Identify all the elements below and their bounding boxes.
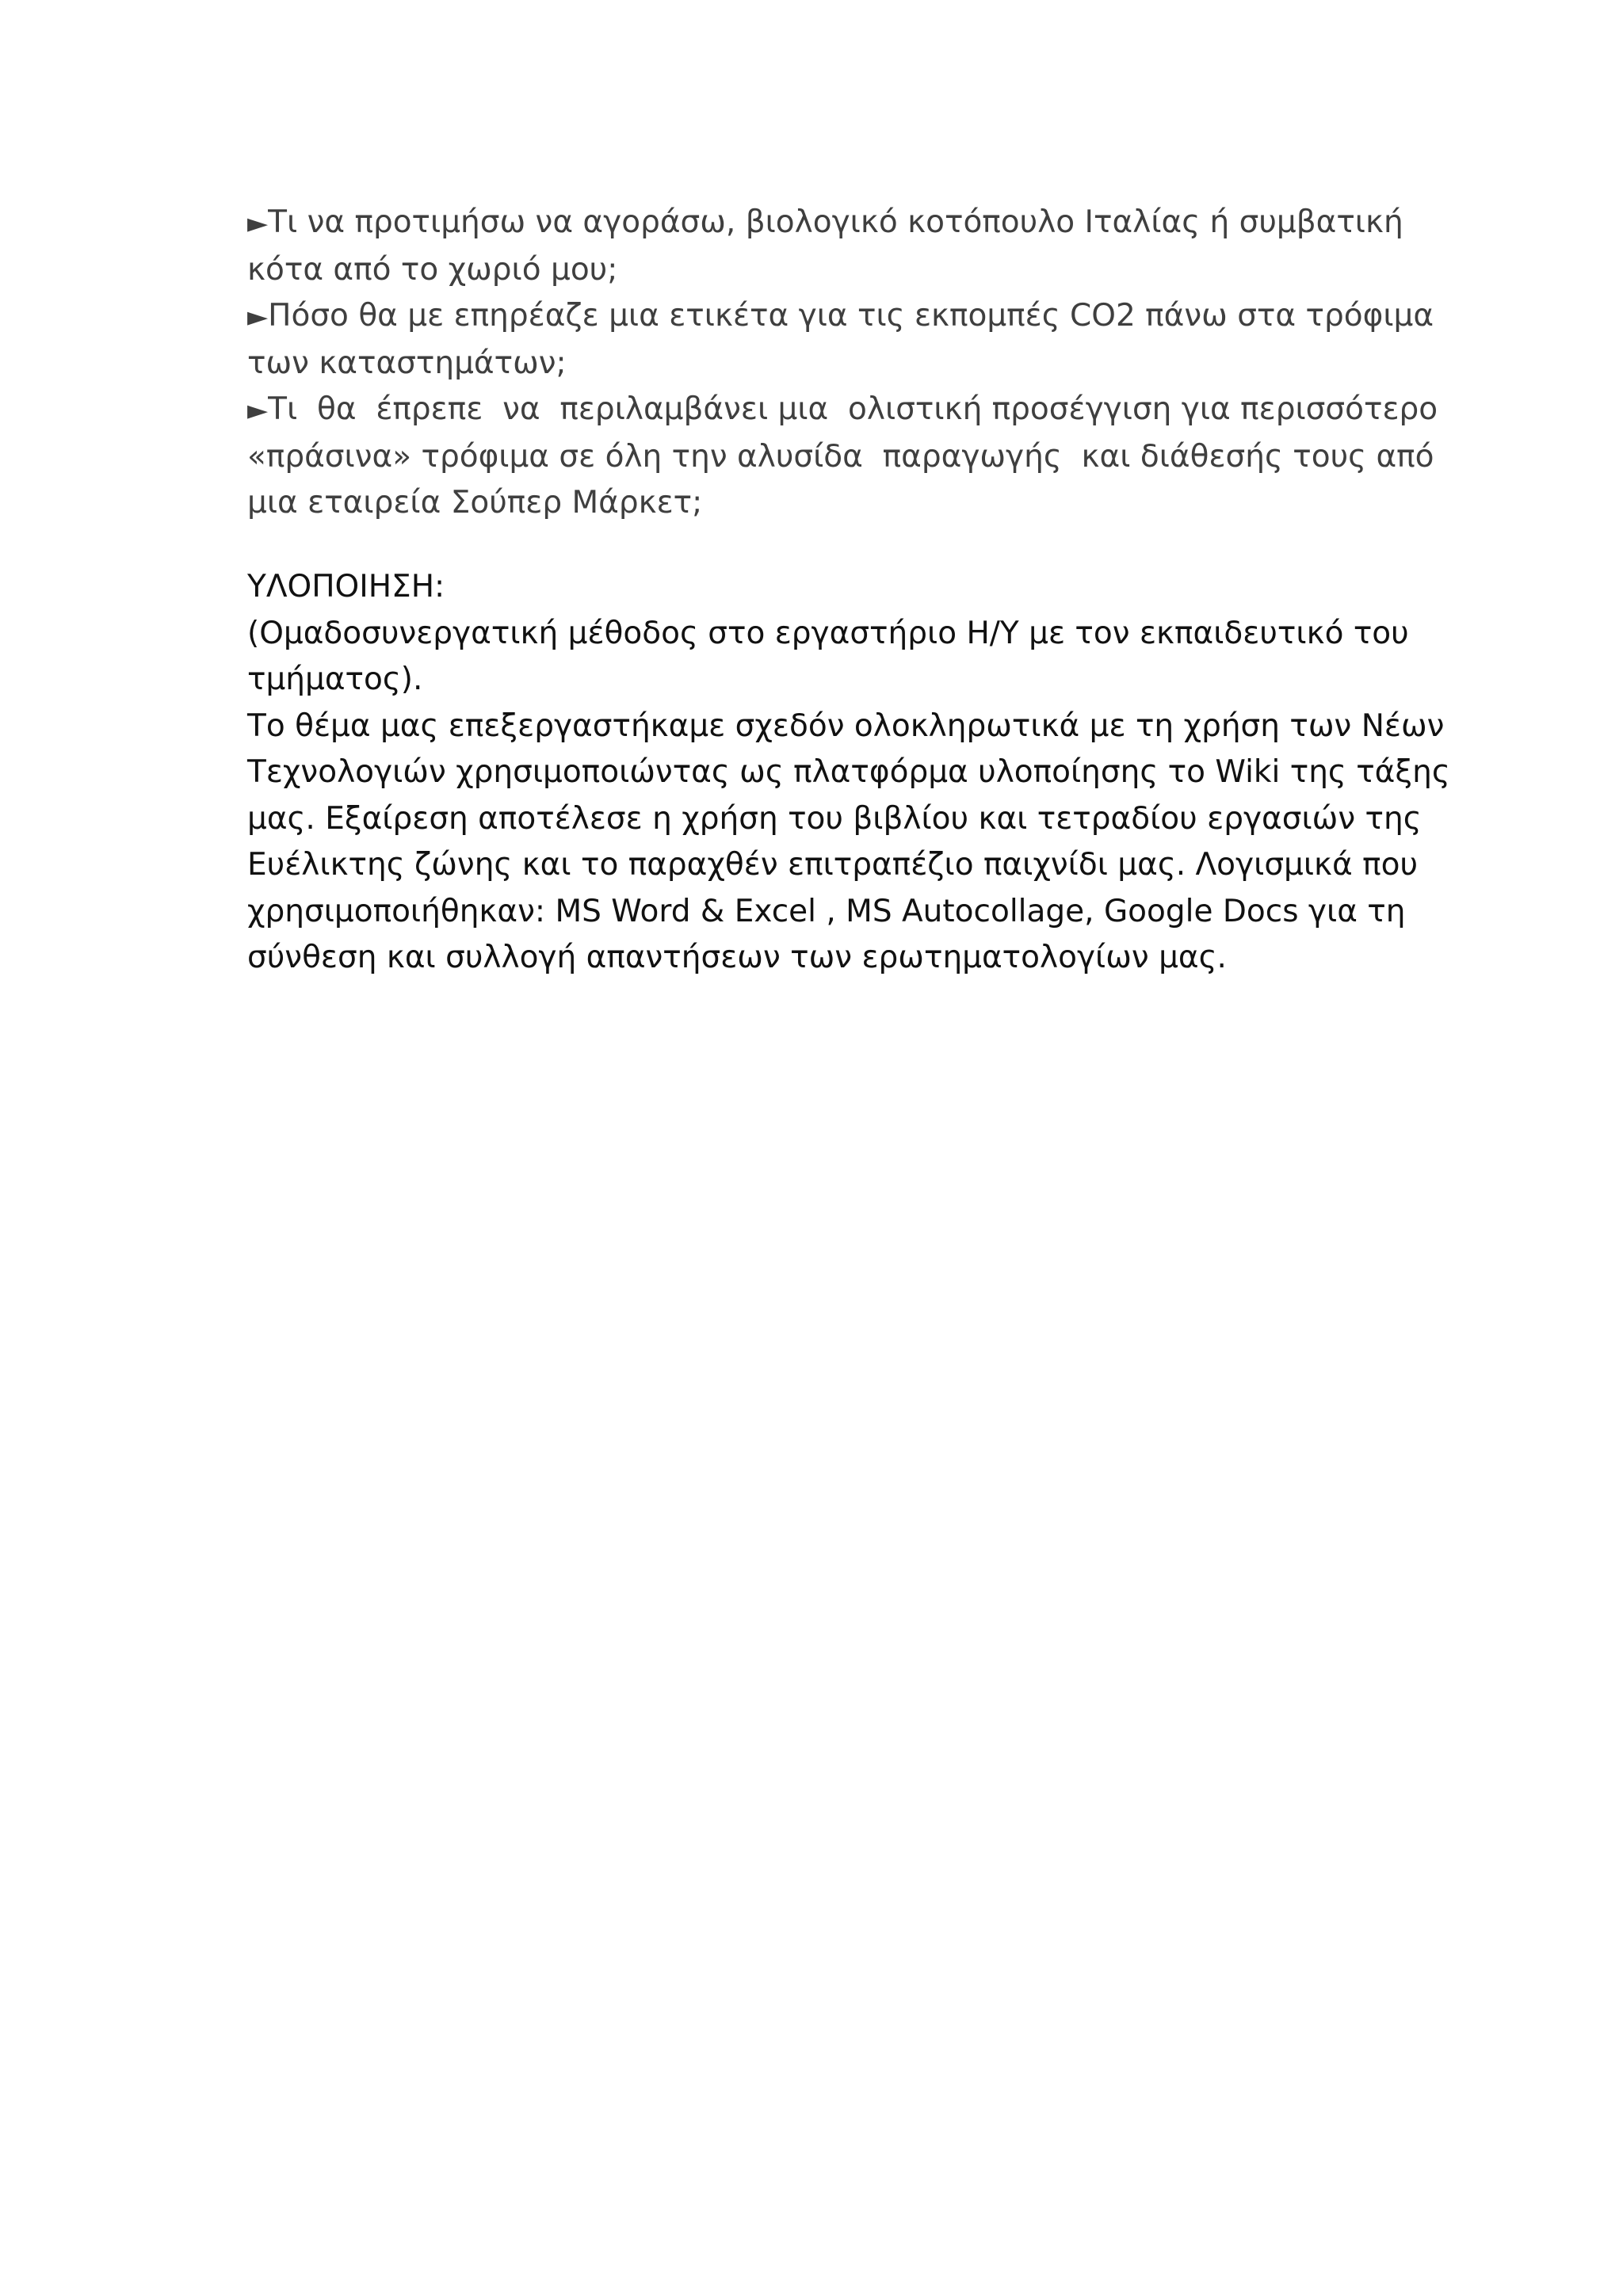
question-item	[247, 200, 1403, 293]
bullet-arrow-icon: ►	[247, 208, 269, 239]
implementation-section	[247, 564, 1450, 982]
body-line: μας. Εξαίρεση αποτέλεσε η χρήση του βιβλίου και τετραδίου εργασιών της	[247, 800, 1422, 837]
body-line: Ευέλικτης ζώνης και το παραχθέν επιτραπέζιο παιχνίδι μας. Λογισμικά που	[247, 847, 1419, 883]
question-text: Τι να προτιμήσω να αγοράσω, βιολογικό κοτόπουλο Ιταλίας ή συμβατική	[268, 204, 1403, 240]
bullet-arrow-icon: ►	[247, 301, 269, 333]
question-line: «πράσινα» τρόφιμα σε όλη την αλυσίδα παραγωγής και διάθεσής τους από	[247, 438, 1434, 475]
bullet-arrow-icon: ►	[247, 395, 269, 426]
question-text: Τι θα έπρεπε να περιλαμβάνει μια ολιστική προσέγγιση για περισσότερο	[268, 391, 1438, 427]
question-item	[247, 387, 1438, 527]
section-heading: ΥΛΟΠΟΙΗΣΗ:	[247, 569, 445, 605]
question-line: μια εταιρεία Σούπερ Μάρκετ;	[247, 485, 703, 521]
question-text: Πόσο θα με επηρέαζε μια ετικέτα για τις εκπομπές CO2 πάνω στα τρόφιμα	[268, 298, 1434, 334]
body-line: χρησιμοποιήθηκαν: MS Word & Excel , MS Autocollage, Google Docs για τη	[247, 893, 1406, 929]
body-line: σύνθεση και συλλογή απαντήσεων των ερωτηματολογίων μας.	[247, 940, 1227, 975]
question-line	[247, 293, 1434, 341]
body-line: Τεχνολογιών χρησιμοποιώντας ως πλατφόρμα υλοποίησης το Wiki της τάξης	[247, 754, 1450, 790]
method-line: τμήματος).	[247, 662, 423, 697]
body-line: Το θέμα μας επεξεργαστήκαμε σχεδόν ολοκληρωτικά με τη χρήση των Νέων	[247, 707, 1445, 744]
question-line: των καταστημάτων;	[247, 345, 567, 381]
question-item	[247, 293, 1434, 387]
method-line: (Ομαδοσυνεργατική μέθοδος στο εργαστήριο Η/Υ με τον εκπαιδευτικό του	[247, 615, 1409, 651]
question-line: κότα από το χωριό μου;	[247, 251, 618, 288]
question-line	[247, 200, 1403, 247]
questions-section	[247, 200, 1438, 527]
question-line	[247, 387, 1438, 434]
